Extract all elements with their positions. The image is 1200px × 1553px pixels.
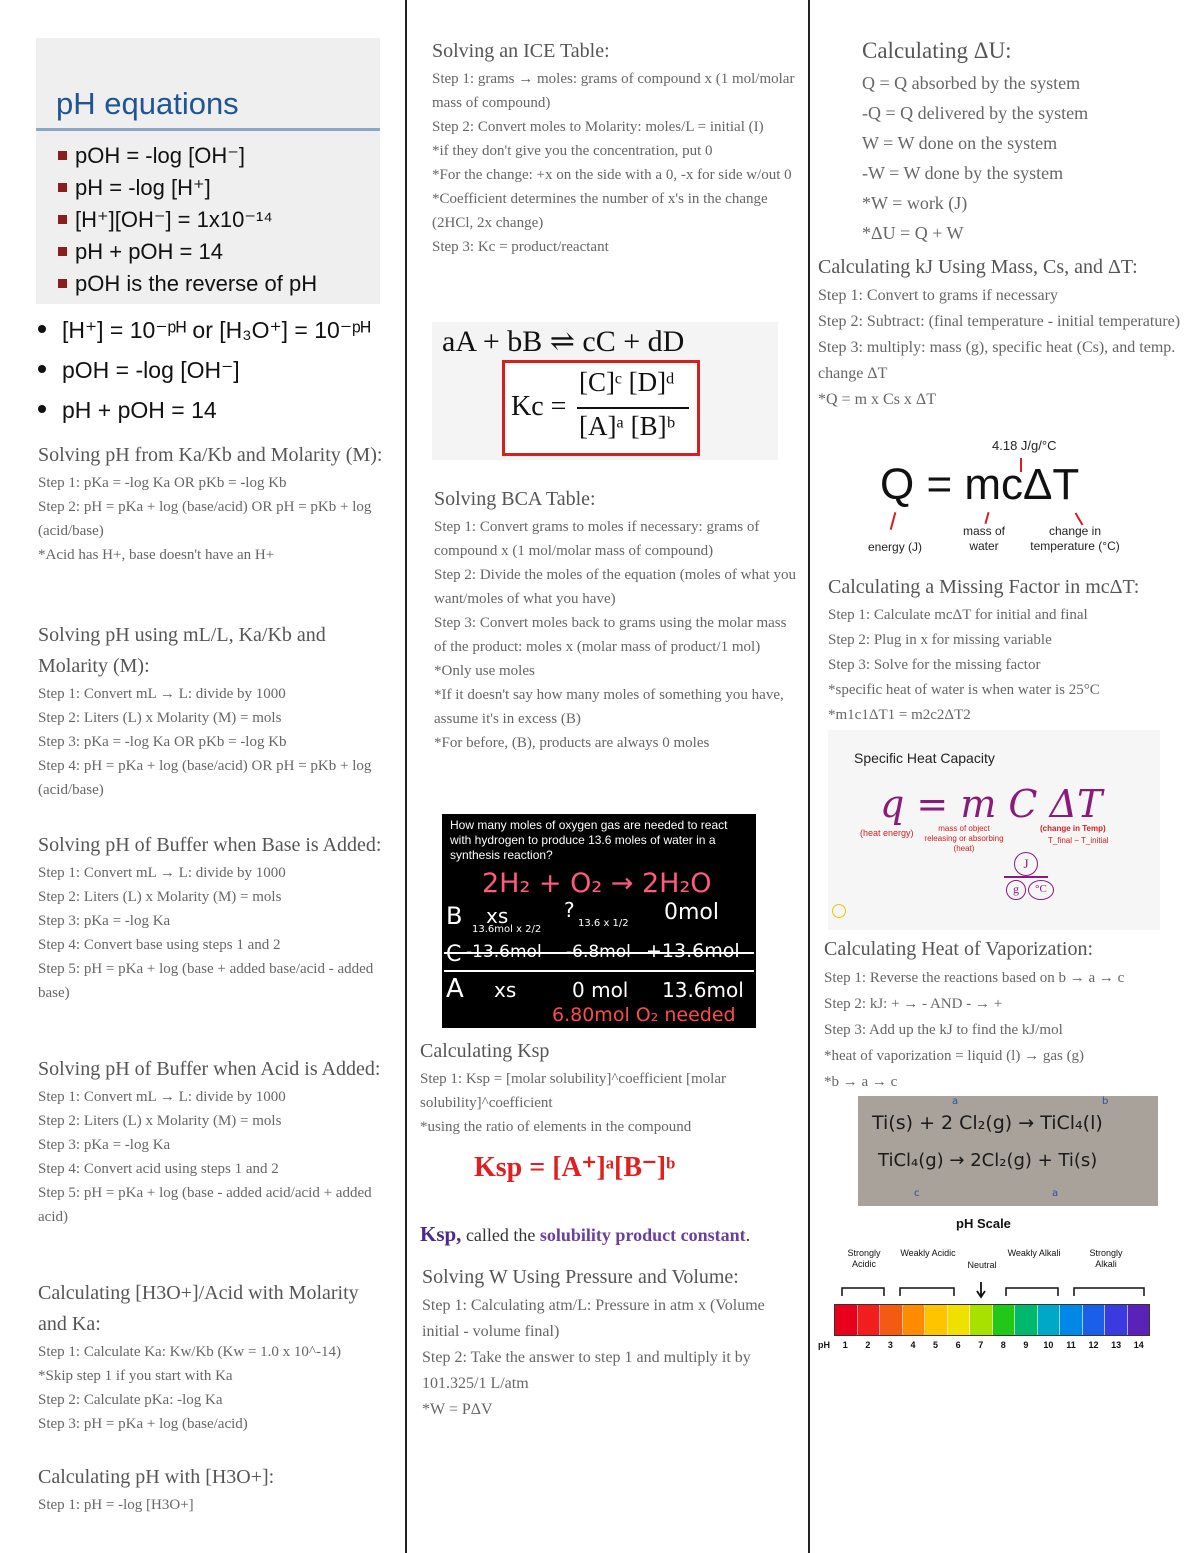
section-ksp (420, 1036, 798, 1139)
ph-bullet-list (38, 310, 371, 430)
ph-brackets (818, 1272, 1178, 1304)
section-delta-u (862, 34, 1182, 248)
column-2 (418, 0, 800, 1553)
section-line: Step 2: pH = pKa + log (base/acid) OR pH = pKb + log (acid/base) (38, 499, 372, 539)
section-line: Step 4: pH = pKa + log (base/acid) OR pH = pKb + log (acid/base) (38, 758, 372, 798)
section-heading: Calculating pH with [H3O+]: (38, 1466, 275, 1488)
section-work-pressure (422, 1262, 800, 1423)
section-line: Step 1: pKa = -log Ka OR pKb = -log Kb (38, 475, 287, 491)
section-line: *Q = m x Cs x ΔT (818, 391, 936, 408)
section-line: Q = Q absorbed by the system (862, 73, 1081, 93)
ksp-definition (420, 1222, 750, 1247)
ph-segment (970, 1305, 993, 1335)
section-line: Step 5: pH = pKa + log (base - added acid/acid + added acid) (38, 1185, 372, 1225)
bca-example-image (442, 814, 756, 1028)
bracket-weak-acid (900, 1288, 954, 1296)
ph-tick-label: 3 (887, 1340, 893, 1350)
ph-tick-label: 5 (933, 1340, 939, 1350)
ph-segment (1060, 1305, 1083, 1335)
row-c-label: C (446, 942, 462, 967)
section-line: *ΔU = Q + W (862, 223, 964, 243)
ph-tick-label: 2 (865, 1340, 871, 1350)
section-line: *specific heat of water is when water is 25°C (828, 682, 1100, 698)
mass-label: mass of water (962, 524, 1005, 553)
column-1 (30, 0, 390, 1553)
ph-tick-label: 12 (1088, 1340, 1099, 1350)
ph-segment (880, 1305, 903, 1335)
ph-segment (1105, 1305, 1128, 1335)
kc-expression-box (502, 360, 700, 456)
ph-segment (993, 1305, 1016, 1335)
ph-segment (1038, 1305, 1061, 1335)
ph-segment (948, 1305, 971, 1335)
label-b: b (1102, 1096, 1109, 1107)
section-line: *Coefficient determines the number of x's in the change (2HCl, 2x change) (432, 191, 768, 231)
label-a: a (952, 1096, 959, 1107)
ph-label: Weakly Acidic (900, 1248, 956, 1258)
label-a: a (1052, 1188, 1059, 1199)
section-ice-table (432, 36, 798, 259)
list-item: pOH = -log [OH⁻] (38, 350, 371, 390)
section-line: Step 3: multiply: mass (g), specific heat (Cs), and temp. change ΔT (818, 339, 1176, 382)
ph-slide-title: pH equations (56, 86, 239, 121)
ph-tick-label: 11 (1066, 1340, 1076, 1350)
ksp-period: . (745, 1225, 751, 1245)
section-line: Step 1: Calculate Ka: Kw/Kb (Kw = 1.0 x 10^-14) (38, 1344, 341, 1360)
ph-scale-image (818, 1212, 1178, 1362)
column-divider-right (808, 0, 810, 1553)
equilibrium-equation: aA + bB ⇌ cC + dD (442, 325, 685, 358)
ph-segment (835, 1305, 858, 1335)
row-a-value: 13.6mol (662, 978, 744, 1002)
section-line: *b → a → c (824, 1074, 898, 1090)
section-line: Step 3: Add up the kJ to find the kJ/mol (824, 1022, 1063, 1038)
section-line: *Skip step 1 if you start with Ka (38, 1368, 233, 1384)
square-bullet-icon (58, 247, 67, 256)
section-line: Step 2: Subtract: (final temperature - initial temperature) (818, 313, 1181, 330)
ph-tick-row (834, 1340, 1150, 1354)
section-line: Step 1: Ksp = [molar solubility]^coefficient [molar solubility]^coefficient (420, 1071, 726, 1111)
bca-equation: 2H₂ + O₂ → 2H₂O (482, 868, 712, 899)
arrow-icon (890, 512, 897, 530)
section-line: Step 1: Calculate mcΔT for initial and final (828, 607, 1088, 623)
section-line: *For before, (B), products are always 0 moles (434, 735, 710, 751)
ph-tick-label: 6 (955, 1340, 961, 1350)
reaction-2: TiCl₄(g) → 2Cl₂(g) + Ti(s) (878, 1150, 1098, 1171)
square-bullet-icon (58, 151, 67, 160)
list-item: pH + pOH = 14 (38, 390, 371, 430)
section-line: Step 2: Plug in x for missing variable (828, 632, 1052, 648)
section-line: Step 3: pKa = -log Ka OR pKb = -log Kb (38, 734, 287, 750)
ph-tick-label: 1 (842, 1340, 848, 1350)
section-line: Step 2: Take the answer to step 1 and multiply it by 101.325/1 L/atm (422, 1349, 751, 1392)
ph-label: Strongly Alkali (1089, 1248, 1123, 1269)
section-heading: Solving BCA Table: (434, 488, 596, 510)
q-formula: Q = mcΔT (880, 460, 1080, 509)
section-heading: Solving an ICE Table: (432, 40, 610, 62)
ph-slide-list (58, 140, 317, 300)
ksp-symbol: Ksp, (420, 1222, 462, 1246)
row-c-value: -13.6mol (466, 942, 542, 962)
row-c-value: +13.6mol (646, 940, 740, 962)
bca-question: How many moles of oxygen gas are needed to react with hydrogen to produce 13.6 moles of water in a synthesis reaction? (450, 818, 728, 862)
section-line: *W = PΔV (422, 1401, 493, 1418)
ph-segment (1015, 1305, 1038, 1335)
square-bullet-icon (58, 215, 67, 224)
ph-tick-label: 7 (978, 1340, 984, 1350)
reaction-1: Ti(s) + 2 Cl₂(g) → TiCl₄(l) (872, 1112, 1103, 1134)
bullet-icon (38, 405, 46, 413)
ksp-formula: Ksp = [A⁺]ᵃ[B⁻]ᵇ (474, 1152, 676, 1183)
section-line: Step 3: Kc = product/reactant (432, 239, 609, 255)
section-line: Step 1: Convert grams to moles if necessary: grams of compound x (1 mol/molar mass of compound) (434, 519, 760, 559)
section-line: Step 2: kJ: + → - AND - → + (824, 996, 1003, 1012)
joule-unit-circle: J (1014, 852, 1038, 876)
section-h3o-ka (38, 1278, 390, 1436)
section-line: *heat of vaporization = liquid (l) → gas (g) (824, 1048, 1085, 1064)
section-line: *Acid has H+, base doesn't have an H+ (38, 547, 275, 563)
section-line: Step 1: Convert mL → L: divide by 1000 (38, 1089, 286, 1105)
specific-heat-label: 4.18 J/g/°C (992, 438, 1057, 453)
heat-energy-label: (heat energy) (860, 828, 914, 838)
section-line: -W = W done by the system (862, 163, 1064, 183)
ph-tick-label: 4 (910, 1340, 916, 1350)
ph-color-bar (834, 1304, 1150, 1336)
energy-label: energy (J) (868, 540, 923, 554)
sun-icon (832, 904, 846, 918)
row-b-value: ? (564, 898, 575, 922)
section-heading: Solving pH of Buffer when Base is Added: (38, 834, 382, 856)
ph-tick-label: 9 (1023, 1340, 1029, 1350)
section-line: *Only use moles (434, 663, 535, 679)
row-b-value: xs (486, 904, 509, 928)
bullet-icon (38, 365, 46, 373)
label-c: c (914, 1188, 920, 1199)
section-line: Step 3: pH = pKa + log (base/acid) (38, 1416, 248, 1432)
section-ka-kb-molarity (38, 440, 390, 567)
ph-segment (858, 1305, 881, 1335)
bracket-strong-acid (842, 1288, 884, 1296)
section-kj-mass (818, 252, 1188, 413)
section-line: Step 1: Reverse the reactions based on b → a → c (824, 970, 1125, 986)
arrow-icon (984, 512, 989, 524)
section-line: Step 2: Calculate pKa: -log Ka (38, 1392, 223, 1408)
section-line: *if they don't give you the concentration, put 0 (432, 143, 713, 159)
row-a-label: A (446, 974, 464, 1004)
bullet-icon (38, 325, 46, 333)
section-line: *If it doesn't say how many moles of something you have, assume it's in excess (B) (434, 687, 784, 727)
section-heat-vaporization (824, 934, 1190, 1095)
row-b-value: 0mol (664, 900, 719, 925)
section-heading: Calculating a Missing Factor in mcΔT: (828, 576, 1140, 598)
list-item: pH + pOH = 14 (58, 236, 317, 268)
specific-heat-title: Specific Heat Capacity (854, 750, 995, 766)
section-line: *For the change: +x on the side with a 0, -x for side w/out 0 (432, 167, 792, 183)
section-buffer-base (38, 830, 390, 1005)
section-bca-table (434, 484, 800, 755)
list-item: pOH is the reverse of pH (58, 268, 317, 300)
fraction-bar (577, 407, 689, 409)
section-buffer-acid (38, 1054, 390, 1229)
ph-segment (1128, 1305, 1150, 1335)
ph-slide-rule (36, 128, 380, 131)
section-line: Step 3: Convert moles back to grams using the molar mass of the product: moles x (molar mass of product/1 mol) (434, 615, 787, 655)
section-line: W = W done on the system (862, 133, 1058, 153)
section-line: Step 2: Divide the moles of the equation (moles of what you want/moles of what you have) (434, 567, 797, 607)
section-heading: Calculating [H3O+]/Acid with Molarity and Ka: (38, 1282, 359, 1335)
section-line: *m1c1ΔT1 = m2c2ΔT2 (828, 707, 971, 723)
section-heading: Solving pH of Buffer when Acid is Added: (38, 1058, 381, 1080)
section-line: Step 1: Calculating atm/L: Pressure in atm x (Volume initial - volume final) (422, 1297, 765, 1340)
row-b-note: 13.6mol x 2/2 (472, 924, 542, 935)
kc-equation-image (432, 322, 778, 460)
ph-segment (925, 1305, 948, 1335)
ph-label: Strongly Acidic (847, 1248, 881, 1269)
section-heading: Solving pH from Ka/Kb and Molarity (M): (38, 444, 383, 466)
specific-heat-image (828, 730, 1160, 930)
square-bullet-icon (58, 279, 67, 288)
list-item: [H⁺][OH⁻] = 1x10⁻¹⁴ (58, 204, 317, 236)
change-temp-label: (change in Temp) (1040, 824, 1106, 833)
section-line: Step 5: pH = pKa + log (base + added base/acid - added base) (38, 961, 374, 1001)
kc-label: Kc = (511, 391, 567, 422)
celsius-unit-circle: °C (1028, 880, 1054, 900)
section-line: Step 1: Convert mL → L: divide by 1000 (38, 865, 286, 881)
section-ml-l-ka-kb (38, 620, 390, 802)
section-line: Step 1: pH = -log [H3O+] (38, 1497, 194, 1513)
fraction-bar (1004, 876, 1048, 878)
section-heading: Calculating kJ Using Mass, Cs, and ΔT: (818, 256, 1138, 278)
kc-numerator: [C]ᶜ [D]ᵈ (579, 367, 675, 397)
mass-object-label: mass of object releasing or absorbing (heat) (924, 824, 1004, 853)
section-line: Step 3: Solve for the missing factor (828, 657, 1041, 673)
ph-segment (903, 1305, 926, 1335)
table-rule (444, 970, 754, 972)
section-line: Step 2: Liters (L) x Molarity (M) = mols (38, 889, 282, 905)
section-line: Step 2: Liters (L) x Molarity (M) = mols (38, 710, 282, 726)
ph-tick-label: 14 (1133, 1340, 1144, 1350)
q-mcdt-diagram (858, 436, 1178, 562)
ph-scale-title: pH Scale (956, 1216, 1011, 1231)
gram-unit-circle: g (1006, 880, 1026, 900)
section-heading: Solving W Using Pressure and Volume: (422, 1266, 739, 1288)
row-b-label: B (446, 902, 463, 930)
row-b-note: 13.6 x 1/2 (578, 918, 629, 929)
section-line: Step 1: Convert mL → L: divide by 1000 (38, 686, 286, 702)
neutral-arrow-icon (977, 1282, 985, 1297)
section-line: Step 3: pKa = -log Ka (38, 1137, 171, 1153)
section-line: Step 1: Convert to grams if necessary (818, 287, 1058, 304)
row-c-value: -6.8mol (566, 942, 631, 962)
section-heading: Calculating ΔU: (862, 38, 1012, 63)
section-line: -Q = Q delivered by the system (862, 103, 1089, 123)
section-heading: Solving pH using mL/L, Ka/Kb and Molarity (M): (38, 624, 326, 677)
section-missing-factor (828, 572, 1188, 728)
row-a-value: 0 mol (572, 978, 629, 1002)
ph-axis-label: pH (818, 1340, 830, 1350)
ksp-called: called the (465, 1225, 536, 1245)
change-temp-sub: T_final − T_initial (1048, 836, 1109, 845)
ph-segment (1083, 1305, 1106, 1335)
section-line: Step 1: grams → moles: grams of compound x (1 mol/molar mass of compound) (432, 71, 795, 111)
row-a-value: xs (494, 978, 517, 1002)
section-line: Step 2: Liters (L) x Molarity (M) = mols (38, 1113, 282, 1129)
bracket-weak-alkali (1006, 1288, 1058, 1296)
bracket-strong-alkali (1074, 1288, 1144, 1296)
ph-label: Weakly Alkali (1007, 1248, 1061, 1258)
bca-answer: 6.80mol O₂ needed (552, 1004, 736, 1026)
change-label: change in temperature (°C) (1030, 524, 1120, 553)
column-divider-left (405, 0, 407, 1553)
column-3 (818, 0, 1190, 1553)
kc-denominator: [A]ᵃ [B]ᵇ (579, 411, 675, 441)
q-mcdt-formula: q = m C ΔT (880, 782, 1103, 826)
section-line: *W = work (J) (862, 193, 968, 213)
section-line: Step 2: Convert moles to Molarity: moles/L = initial (I) (432, 119, 764, 135)
section-ph-h3o (38, 1462, 390, 1517)
ksp-term: solubility product constant (539, 1225, 746, 1245)
ph-equations-slide (36, 38, 380, 304)
section-line: Step 4: Convert acid using steps 1 and 2 (38, 1161, 279, 1177)
list-item: pH = -log [H⁺] (58, 172, 317, 204)
section-heading: Calculating Ksp (420, 1040, 550, 1062)
ph-tick-label: 13 (1111, 1340, 1122, 1350)
section-heading: Calculating Heat of Vaporization: (824, 938, 1093, 960)
square-bullet-icon (58, 183, 67, 192)
section-line: Step 4: Convert base using steps 1 and 2 (38, 937, 281, 953)
list-item: pOH = -log [OH⁻] (58, 140, 317, 172)
ph-label: Neutral (967, 1260, 997, 1270)
section-line: Step 3: pKa = -log Ka (38, 913, 171, 929)
ph-tick-label: 8 (1000, 1340, 1006, 1350)
ph-tick-label: 10 (1043, 1340, 1054, 1350)
whiteboard-photo (858, 1096, 1158, 1206)
section-line: *using the ratio of elements in the compound (420, 1119, 692, 1135)
list-item: [H⁺] = 10⁻ᵖᴴ or [H₃O⁺] = 10⁻ᵖᴴ (38, 310, 371, 350)
